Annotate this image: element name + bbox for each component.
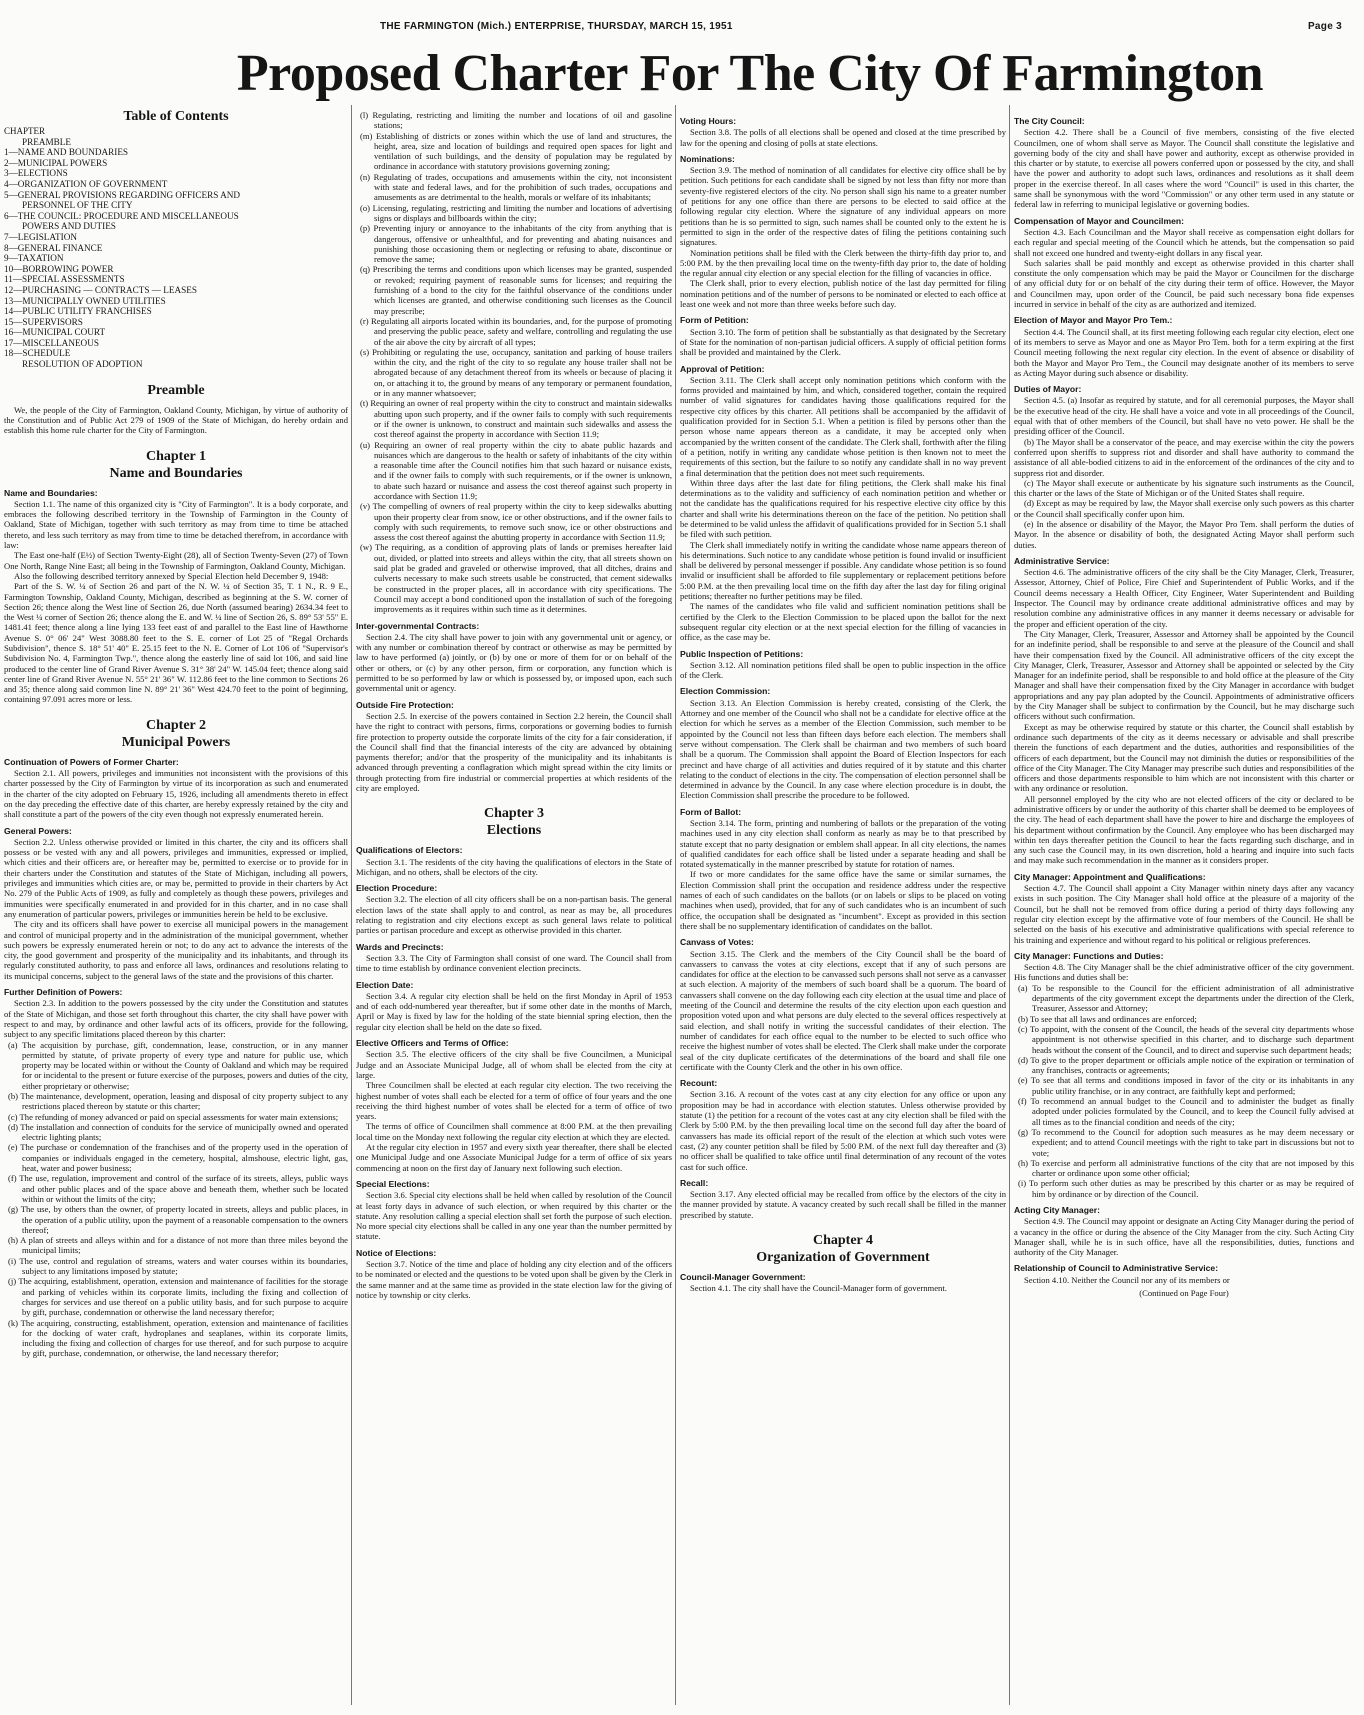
list-item: (c) The refunding of money advanced or paid on special assessments for water main extensions; xyxy=(8,1111,339,1122)
paragraph: Section 2.3. In addition to the powers possessed by the city under the Constitution and statutes of the State of Michigan, and those set forth throughout this charter, the city shall have power with respect to and may, by ordinance and other lawful acts of its officers, provide for the following, subject to any specific limitations placed thereon by this charter: xyxy=(4,998,348,1040)
paragraph: Section 3.5. The elective officers of the city shall be five Councilmen, a Municipal Judge and an Associate Municipal Judge, all of whom shall be elected from the city at large. xyxy=(356,1049,672,1080)
paragraph: Also the following described territory annexed by Special Election held December 9, 1948: xyxy=(14,570,329,581)
paragraph: Section 4.9. The Council may appoint or designate an Acting City Manager during the period of a vacancy in the office or during the absence of the City Manager from the city. Such Acting City Manager shall, while he is in such office, have all the responsibilities, duties, functions and authority of the City Manager. xyxy=(1014,1216,1354,1258)
paragraph: The City Manager, Clerk, Treasurer, Assessor and Attorney shall be appointed by the Council for an indefinite period, shall be responsible to and serve at the pleasure of the Council and shall have their compensation fixed by the Council. All administrative officers of the city except the City Manager, Clerk, Treasurer, Assessor and Attorney shall be appointed or selected by the City Manager for an indefinite period, shall be responsible to and hold office at the pleasure of the City Manager and shall have their compensation fixed by the City Manager in accordance with budget appropriations and any pay plan adopted by the Council. Appointments of administrative officers by the City Manager shall be subject to confirmation by the Council, but he may discharge such officers without such confirmation. xyxy=(1014,628,1354,722)
list-item: (h) A plan of streets and alleys within and for a distance of not more than three miles beyond the municipal limits; xyxy=(8,1235,348,1256)
toc-item: PERSONNEL OF THE CITY xyxy=(22,200,133,211)
paragraph: Section 3.13. An Election Commission is hereby created, consisting of the Clerk, the Attorney and one member of the Council who shall not be a candidate for elective office at the election for which he serves as a member of the Election Commission, such member to be appointed by the Council not less than fifteen days before each election. The members shall serve without compensation. The Clerk shall be chairman and two members of such board shall be a quorum. The Commission shall appoint the Board of Election Inspectors for each precinct and have charge of all activities and duties required of it by statute and this charter relating to the conduct of elections in the city. The compensation of election personnel shall be determined in advance by the Council. In any case where election procedure is in doubt, the Election Commission shall prescribe the procedure to be followed. xyxy=(680,697,1006,801)
toc-item: 9—TAXATION xyxy=(4,253,64,264)
powers-list xyxy=(4,1040,348,1359)
list-item: (w) The requiring, as a condition of approving plats of lands or premises hereafter laid out, divided, or platted into streets and alleys within the city, that all streets shown on said plat be graded and graveled or otherwise improved, that all ditches, drains and culverts necessary to make such streets usable be constructed, that cement sidewalks be constructed in the proper places, all in accordance with city specifications. The Council may accept a bond conditioned upon the installation of such of the foregoing improvements as it requires within such time as it determines. xyxy=(360,542,672,615)
folio-line xyxy=(150,18,1342,34)
paragraph: The terms of office of Councilmen shall commence at 8:00 P.M. at the then prevailing local time on the Monday next following the regular city election at which they are elected. xyxy=(356,1121,672,1142)
toc-preamble: PREAMBLE xyxy=(22,136,72,147)
list-item: (o) Licensing, regulating, restricting and limiting the number and locations of advertising signs or displays and billboards within the city; xyxy=(360,202,672,223)
list-item: (a) To be responsible to the Council for the efficient administration of all administrative departments of the city government except the departments under the direction of the Clerk, Treasurer, Assessor and Attorney; xyxy=(1018,982,1354,1014)
section-heading: Inter-governmental Contracts: xyxy=(356,620,480,631)
section-heading: Election Date: xyxy=(356,979,414,990)
toc-title: Table of Contents xyxy=(123,110,229,124)
list-item: (e) To see that all terms and conditions imposed in favor of the city or its inhabitants in any public utility franchise, or in any contract, are faithfully kept and performed; xyxy=(1018,1075,1354,1096)
toc-item: 5—GENERAL PROVISIONS REGARDING OFFICERS AND xyxy=(4,189,241,200)
manager-duties-list xyxy=(1014,983,1354,1199)
section-heading: Name and Boundaries: xyxy=(4,487,98,498)
toc-item: RESOLUTION OF ADOPTION xyxy=(22,359,143,370)
paragraph: Section 3.2. The election of all city officers shall be on a non-partisan basis. The general election laws of the state shall apply to and control, as near as may be, all procedures relating to registration and city elections except as such general laws relate to political parties or partisan procedure and except as otherwise provided in this charter. xyxy=(356,894,672,936)
list-item: (u) Requiring an owner of real property within the city to abate public hazards and nuisances which are dangerous to the health or safety of inhabitants of the city within a reasonable time after the Council notifies him that such hazard or nuisance exists, and if the owner fails to comply with such requirements, or if the owner is unknown, to abate such hazard or nuisance and assess the cost thereof against such property in accordance with Section 11.9; xyxy=(360,439,672,501)
chapter-number: Chapter 3 xyxy=(483,806,545,822)
section-heading: Election of Mayor and Mayor Pro Tem.: xyxy=(1014,315,1173,326)
toc-item: 10—BORROWING POWER xyxy=(4,263,114,274)
paragraph: Section 3.16. A recount of the votes cast at any city election for any office or upon any proposition may be had in accordance with election statutes. Unless otherwise provided by statute (1) the petition for a recount of the votes cast at any city election shall be filed with the Clerk by 5:00 P.M. by the then prevailing local time on the second full day after the board of canvassers has made its official report of the result of the election at which such votes were cast, (2) any counter petition shall be filed by 5:00 P.M. of the next full day thereafter and (3) no officer shall be qualified to take office until final determination of any recount of the votes cast for such office. xyxy=(680,1089,1006,1172)
paragraph: The names of the candidates who file valid and sufficient nomination petitions shall be certified by the Clerk to the Election Commission to be placed upon the ballot for the next subsequent regular city election or at the next special election for the filling of vacancies in office, as the case may be. xyxy=(680,601,1006,643)
list-item: (i) To perform such other duties as may be prescribed by this charter or as may be required of him by ordinance or by direction of the Council. xyxy=(1018,1178,1354,1199)
toc-item: 14—PUBLIC UTILITY FRANCHISES xyxy=(4,306,152,317)
toc-item: 2—MUNICIPAL POWERS xyxy=(4,157,108,168)
section-heading: Form of Petition: xyxy=(680,315,749,326)
section-heading: Administrative Service: xyxy=(1014,555,1110,566)
paragraph: The Clerk shall immediately notify in writing the candidate whose name appears thereon of his determinations. Such notice to any candidate whose petition is found invalid or insufficient shall be delivered by personal messenger if possible. Any candidate whose petition is so found invalid or insufficient shall be afforded to file supplementary or replacement petitions before 5:00 P.M. at the then prevailing local time on the fifth day after the last day for filing original petitions; thereafter no further petitions may be filed. xyxy=(680,539,1006,602)
section-heading: Duties of Mayor: xyxy=(1014,384,1082,395)
chapter-number: Chapter 1 xyxy=(145,448,207,464)
preamble-text: We, the people of the City of Farmington, Oakland County, Michigan, by virtue of authority of the Constitution and of Public Act 279 of 1909 of the State of Michigan, do hereby ordain and establish this home rule charter for the City of Farmington. xyxy=(4,404,348,436)
list-item: (g) To recommend to the Council for adoption such measures as he may deem necessary or expedient; and to attend Council meetings with the right to take part in discussions but not to vote; xyxy=(1018,1126,1354,1158)
section-heading: Approval of Petition: xyxy=(680,363,765,374)
list-item: (m) Establishing of districts or zones within which the use of land and structures, the height, area, size and location of buildings and required open spaces for light and ventilation of such buildings, and the density of population may be regulated by ordinance in accordance with statutory provisions governing zoning; xyxy=(360,130,672,172)
list-item: (d) To give to the proper department or officials ample notice of the expiration or termination of any franchises, contracts or agreements; xyxy=(1018,1054,1354,1076)
paragraph: Section 2.4. The city shall have power to join with any governmental unit or agency, or with any number or combination thereof by contract or otherwise as may be permitted by law to have performed (a) jointly, or (b) by one or more of them for or on behalf of the other or others, or (c) by any other person, firm or corporation, any function which is permitted to be so performed by law or which is possessed by, or imposed upon, each such governmental unit or agency. xyxy=(356,631,672,694)
toc-item: 8—GENERAL FINANCE xyxy=(4,242,103,253)
toc-item: 6—THE COUNCIL: PROCEDURE AND MISCELLANEOUS xyxy=(4,210,239,221)
paragraph: The Clerk shall, prior to every election, publish notice of the last day permitted for filing nomination petitions and of the number of persons to be nominated or elected to each office at least one week and not more than three weeks before such day. xyxy=(680,278,1006,310)
paragraph: Section 4.10. Neither the Council nor any of its members or xyxy=(1024,1274,1230,1285)
list-item: (c) To appoint, with the consent of the Council, the heads of the several city departments whose appointment is not otherwise specified in this charter, and to discharge such department heads without the consent of the Council, and to direct and supervise such department heads; xyxy=(1018,1023,1354,1055)
list-item: (a) The acquisition by purchase, gift, condemnation, lease, construction, or in any manner permitted by statute, of private property of every type and nature for public use, which property may be located within or without the County of Oakland and which may be required for or incidental to the present or future exercise of the purposes, powers and duties of the city, either proprietary or otherwise; xyxy=(8,1039,348,1091)
section-heading: Canvass of Votes: xyxy=(680,937,754,948)
paragraph: Section 4.4. The Council shall, at its first meeting following each regular city election, elect one of its members to serve as Mayor and one as Mayor Pro Tem. both for a term expiring at the first Council meeting following the next regular city election. In the event of absence or disability of both the Mayor and Mayor Pro Tem., the Council may designate another of its members to serve as Acting Mayor during such absence or disability. xyxy=(1014,326,1354,378)
paragraph: At the regular city election in 1957 and every sixth year thereafter, there shall be elected one Municipal Judge and one Associate Municipal Judge for a term of office of six years commencing at noon on the first day of January next following such election. xyxy=(356,1142,672,1173)
toc-item: 3—ELECTIONS xyxy=(4,168,68,179)
toc-item: 1—NAME AND BOUNDARIES xyxy=(4,147,129,158)
chapter-title: Organization of Government xyxy=(756,1249,930,1265)
toc-item: 7—LEGISLATION xyxy=(4,231,77,242)
toc-list xyxy=(4,147,348,369)
section-heading: Nominations: xyxy=(680,153,735,164)
list-item: (g) The use, by others than the owner, of property located in streets, alleys and public places, in the operation of a public utility, upon the payment of a reasonable compensation to the owners thereof; xyxy=(8,1204,348,1235)
paragraph: The city and its officers shall have power to exercise all municipal powers in the management and control of municipal property and in the administration of the municipal government, whether such powers be expressly enumerated herein or not; to do any act to advance the interests of the city, the good government and prosperity of the municipality and its inhabitants, and through its regularly constituted authority, to pass and enforce all laws, ordinances and resolutions relating to its municipal concerns, subject to the general laws of the state and the provisions of this charter. xyxy=(4,919,348,981)
powers-list xyxy=(356,110,672,615)
paragraph: (d) Except as may be required by law, the Mayor shall exercise only such powers as this charter or the Council shall specifically confer upon him. xyxy=(1014,498,1354,519)
list-item: (k) The acquiring, constructing, establishment, operation, extension and maintenance of facilities for the docking of water craft, hydroplanes and seaplanes, within its corporate limits, including the fixing and collection of charges for use thereof, and for such purpose to acquire by gift, purchase, condemnation, or otherwise, the land necessary therefor; xyxy=(8,1317,348,1359)
section-heading: Qualifications of Electors: xyxy=(356,845,463,856)
section-heading: Election Procedure: xyxy=(356,883,438,894)
paragraph: Within three days after the last date for filing petitions, the Clerk shall make his final determinations as to the validity and sufficiency of each nomination petition and whether or not the candidate has the qualifications required for his respective elective city office by this charter and shall write his determinations thereon on the face of the petition. No petition shall be determined to be valid unless the affidavit of qualifications provided for in Section 5.1 shall be filed with such petition. xyxy=(680,477,1006,540)
list-item: (h) To exercise and perform all administrative functions of the city that are not imposed by this charter or ordinance upon some other official; xyxy=(1018,1157,1354,1179)
paragraph: Section 3.10. The form of petition shall be substantially as that designated by the Secretary of State for the nomination of non-partisan judicial officers. A supply of official petition forms shall be provided and maintained by the Clerk. xyxy=(680,326,1006,358)
list-item: (f) The use, regulation, improvement and control of the surface of its streets, alleys, public ways and other public places and of the space above and beneath them, whether such be located within or without the limits of the city; xyxy=(8,1173,348,1204)
paragraph: (b) The Mayor shall be a conservator of the peace, and may exercise within the city the powers conferred upon sheriffs to suppress riot and disorder and shall have authority to command the assistance of all able-bodied citizens to aid in the enforcement of the ordinances of the city and to suppress riot and disorder. xyxy=(1014,436,1354,478)
paragraph: Three Councilmen shall be elected at each regular city election. The two receiving the highest number of votes shall each be elected for a term of office of four years and the one receiving the third highest number of votes shall be elected for a term of office of two years. xyxy=(356,1080,672,1122)
section-heading: Wards and Precincts: xyxy=(356,941,444,952)
toc-item: 4—ORGANIZATION OF GOVERNMENT xyxy=(4,178,168,189)
list-item: (r) Regulating all airports located within its boundaries, and, for the purpose of promoting and preserving the public peace, safety and welfare, controlling and regulating the use of the air above the city by aircraft of all types; xyxy=(360,315,672,347)
list-item: (b) To see that all laws and ordinances are enforced; xyxy=(1018,1013,1197,1024)
toc-item: 16—MUNICIPAL COURT xyxy=(4,327,106,338)
list-item: (q) Prescribing the terms and conditions upon which licenses may be granted, suspended or revoked; requiring payment of reasonable sums for licenses; and requiring the furnishing of a bond to the city for the faithful observance of the conditions under which licenses are granted, and otherwise conditioning such licenses as the Council may prescribe; xyxy=(360,264,672,316)
section-heading: The City Council: xyxy=(1014,116,1085,126)
list-item: (n) Regulating of trades, occupations and amusements within the city, not inconsistent with state and federal laws, and for the prohibition of such trades, occupations and amusements as are detrimental to the health, morals or welfare of its inhabitants; xyxy=(360,171,672,203)
section-heading: Relationship of Council to Administrative Service: xyxy=(1014,1263,1219,1274)
section-heading: Election Commission: xyxy=(680,686,771,697)
column-1 xyxy=(4,110,348,1710)
paragraph: Section 3.11. The Clerk shall accept only nomination petitions which conform with the forms provided and maintained by him, and which, considered together, contain the required number of valid signatures for candidates having those qualifications required for the respective city offices by this charter. All petitions shall be accompanied by the affidavit of qualification provided for in Section 5.1. When a petition is filed by persons other than the person whose name appears thereon as a candidate, it may be accepted only when accompanied by the written consent of the candidate. The Clerk shall, forthwith after the filing of a petition, notify in writing any candidate whose petition is then known not to meet the requirements of this section, but the failure to so notify any candidate shall in no way prevent a final determination that the petition does not meet such requirements. xyxy=(680,374,1006,478)
column-4 xyxy=(1014,110,1354,1710)
paragraph: Section 2.2. Unless otherwise provided or limited in this charter, the city and its officers shall possess or be vested with any and all powers, privileges and immunities, expressed or implied, which cities and their officers are, or hereafter may be, permitted to exercise or to provide for in their charters under the Constitution and statutes of the State of Michigan, including all powers, privileges and immunities which cities are, or may be, permitted to provide in their charters by Act No. 279 of the Public Acts of 1909, as fully and completely as though these powers, privileges and immunities were specifically enumerated in and provided for in this charter, and in no case shall any enumeration of particular powers, privileges or immunities herein be held to be exclusive. xyxy=(4,836,348,919)
section-heading: Form of Ballot: xyxy=(680,806,742,817)
paragraph: Section 3.12. All nomination petitions filed shall be open to public inspection in the office of the Clerk. xyxy=(680,659,1006,681)
list-item: (p) Preventing injury or annoyance to the inhabitants of the city from anything that is dangerous, offensive or unhealthful, and for preventing and abating nuisances and punishing those occasioning them or neglecting or refusing to abate, discontinue or remove the same; xyxy=(360,223,672,265)
list-item: (e) The purchase or condemnation of the franchises and of the property used in the operation of companies or individuals engaged in the cemetery, hospital, almshouse, electric light, gas, heat, water and power business; xyxy=(8,1142,348,1174)
paragraph: Section 1.1. The name of this organized city is "City of Farmington". It is a body corporate, and embraces the following described territory in the Township of Farmington in the County of Oakland, State of Michigan, together with such territory as may from time to time be attached thereto, and less such territory as may from time to time be detached therefrom, in accordance with law: xyxy=(4,498,348,551)
chapter-heading xyxy=(356,805,672,839)
section-heading: City Manager: Appointment and Qualifications: xyxy=(1014,871,1206,882)
headline: Proposed Charter For The City Of Farmington xyxy=(236,45,1264,102)
list-item: (d) The installation and connection of conduits for the service of municipally owned and operated electric lighting plants; xyxy=(8,1121,348,1143)
section-heading: Acting City Manager: xyxy=(1014,1204,1100,1215)
paragraph: Section 3.7. Notice of the time and place of holding any city election and of the officers to be nominated or elected and the questions to be voted upon shall be given by the Clerk in the same manner and at the same time as provided in the state election law for the giving of notice by township or city clerks. xyxy=(356,1258,672,1300)
chapter-heading xyxy=(4,717,348,751)
paragraph: Section 4.8. The City Manager shall be the chief administrative officer of the city government. His functions and duties shall be: xyxy=(1014,962,1354,983)
paragraph: Section 3.9. The method of nomination of all candidates for elective city office shall be by petition. Such petitions for each candidate shall be signed by not less than fifty nor more than seventy-five registered electors of the city. No person shall sign his name to a greater number of petitions for any one office than there are persons to be elected to said office at the following regular city election. Where the signature of any individual appears on more petitions than he is so permitted to sign, such names shall be counted only to the extent he is permitted to sign in the order of the respective dates of filing the petitions containing such signatures. xyxy=(680,165,1006,248)
section-heading: Council-Manager Government: xyxy=(680,1271,806,1282)
paragraph: (c) The Mayor shall execute or authenticate by his signature such instruments as the Council, this charter or the laws of the State of Michigan or of the United States shall require. xyxy=(1014,477,1354,499)
paragraph: Section 4.6. The administrative officers of the city shall be the City Manager, Clerk, Treasurer, Assessor, Attorney, Chief of Police, Fire Chief and Superintendent of Public Works, and if the Council deems necessary a Health Officer, City Engineer, Water Superintendent and Building Inspector. The Council may by ordinance create additional administrative offices and may by resolution combine any administrative offices in any manner it deems necessary or advisable for the proper and efficient operation of the city. xyxy=(1014,567,1354,629)
toc-item: 13—MUNICIPALLY OWNED UTILITIES xyxy=(4,295,166,306)
section-heading: City Manager: Functions and Duties: xyxy=(1014,950,1164,961)
paragraph: Section 3.17. Any elected official may be recalled from office by the electors of the city in the manner provided by statute. A vacancy created by such recall shall be filled in the manner prescribed by statute. xyxy=(680,1189,1006,1220)
toc-item: POWERS AND DUTIES xyxy=(22,221,116,232)
chapter-number: Chapter 2 xyxy=(145,717,207,733)
section-heading: Public Inspection of Petitions: xyxy=(680,648,804,659)
paragraph: Section 2.5. In exercise of the powers contained in Section 2.2 herein, the Council shall have the right to contract with persons, firms, corporations or governing bodies to furnish fire protection to property outside the corporate limits of the city for a fair consideration, if the Council shall find that the financial interests of the city are advanced by obtaining payments therefor; and/or that the prosperity of the municipality and its inhabitants is advanced through preventing a conflagration which might spread within the city limits or through protecting from fire industrial or commercial properties at which residents of the city are employed. xyxy=(356,710,672,793)
toc-chapter-label: CHAPTER xyxy=(4,126,46,137)
page-number: Page 3 xyxy=(1307,21,1342,32)
paragraph: Section 4.5. (a) Insofar as required by statute, and for all ceremonial purposes, the Mayor shall be the executive head of the city. He shall have a voice and vote in all proceedings of the Council, equal with that of other members of the Council, but shall have no veto power. He shall be the presiding officer of the Council. xyxy=(1014,395,1354,437)
paragraph: All personnel employed by the city who are not elected officers of the city or declared to be administrative officers by or under the authority of this charter shall be deemed to be employees of the city. The head of each department shall have the power to hire and discharge the employees of his department without confirmation by the Council. Any employee who has been discharged may within ten days thereafter petition the Council to hear the facts regarding such discharge, and in any such case the Council may, in its own discretion, hold a hearing and inquire into such facts and may make such recommendation in the manner as it considers proper. xyxy=(1014,793,1354,866)
toc-item: 15—SUPERVISORS xyxy=(4,316,83,327)
list-item: (f) To recommend an annual budget to the Council and to administer the budget as finally adopted under policies formulated by the Council, and to keep the Council fully advised at all times as to the financial condition and needs of the city; xyxy=(1018,1096,1354,1127)
list-item: (j) The acquiring, establishment, operation, extension and maintenance of facilities for the storage and parking of vehicles within its corporate limits, including the fixing and collection of charges for services and use thereof on a public utility basis, and for such purpose to acquire by gift, purchase, condemnation or otherwise the land necessary therefor; xyxy=(8,1276,348,1318)
chapter-heading xyxy=(4,448,348,482)
list-item: (v) The compelling of owners of real property within the city to keep sidewalks abutting upon their property clear from snow, ice or other obstructions, and if the owner fails to comply with such requirements, to remove such snow, ice or other obstructions and assess the cost thereof against the abutting property in accordance with Section 11.9; xyxy=(360,501,672,543)
paragraph: Section 3.4. A regular city election shall be held on the first Monday in April of 1953 and of each odd-numbered year thereafter, but if some other date in the months of March, April or May is fixed by law for the holding of the state biennial spring election, then the regular city election shall be held on the date so fixed. xyxy=(356,990,672,1032)
section-heading: General Powers: xyxy=(4,825,72,836)
toc-item: 12—PURCHASING — CONTRACTS — LEASES xyxy=(4,284,197,295)
list-item: (b) The maintenance, development, operation, leasing and disposal of city property subject to any restrictions placed thereon by statute or this charter; xyxy=(8,1090,348,1112)
section-heading: Recount: xyxy=(680,1078,718,1089)
paragraph: Section 3.1. The residents of the city having the qualifications of electors in the State of Michigan, and no others, shall be electors of the city. xyxy=(356,856,672,877)
paragraph: Section 3.6. Special city elections shall be held when called by resolution of the Council at least forty days in advance of such election, or when required by this charter or the statute. Any resolution calling a special election shall set forth the purpose of such election. No more special city elections shall be called in any one year than the number permitted by statute. xyxy=(356,1190,672,1242)
paragraph: (e) In the absence or disability of the Mayor, the Mayor Pro Tem. shall perform the duties of Mayor. In the absence or disability of both, the designated Acting Mayor shall perform such duties. xyxy=(1014,518,1354,550)
paragraph: Section 3.8. The polls of all elections shall be opened and closed at the time prescribed by law for the opening and closing of polls at state elections. xyxy=(680,127,1006,148)
toc-item: 17—MISCELLANEOUS xyxy=(4,337,99,348)
column-3 xyxy=(680,110,1006,1710)
list-item: (i) The use, control and regulation of streams, waters and water courses within its boundaries, subject to any limitations imposed by statute; xyxy=(8,1255,348,1277)
columns xyxy=(0,110,1364,1710)
paragraph: Part of the S. W. ¼ of Section 26 and part of the N. W. ¼ of Section 35, T. 1 N., R. 9 E., Farmington Township, Oakland County, Michigan, described as beginning at the S. W. corner of Section 26; thence along the West line of Section 26, due North (assumed bearing) 2634.34 feet to the West ¼ corner of Section 26; thence along the E. and W. ¼ line of Section 26, S. 89° 53' 55" E. 1481.41 feet; thence along a line lying 133 feet east of and parallel to the East line of Hawthorne Avenue S. 0° 06' 24" West 3088.80 feet to the S. E. corner of Lot 25 of "Regal Orchards Subdivision", thence S. 18° 51' 40" E. 25.15 feet to the N. E. Corner of Lot 106 of "Supervisor's Subdivision No. 4, Farmington Twp.", thence along the easterly line of said lot 106, and said line produced to the center line of Grand River Avenue S. 31° 38' 24" W. 145.04 feet; thence along said center line of Grand River Avenue N. 55° 21' 36" W. 112.86 feet to the line common to Sections 26 and 35; thence along said common line N. 89° 21' 36" West 424.70 feet to the point of beginning, containing 97.091 acres more or less. xyxy=(4,581,348,705)
section-heading: Special Elections: xyxy=(356,1178,430,1189)
paragraph: Except as may be otherwise required by statute or this charter, the Council shall establish by ordinance such departments of the city as it deems necessary or advisable and shall prescribe therein the functions of each department and the duties, authorities and responsibilities of the officers of each department, but the Council may not diminish the duties or responsibilities of the office of the City Manager. The City Manager may prescribe such duties and responsibilities of the officers and those departments responsible to him which are not inconsistent with this charter or with any ordinance or resolution. xyxy=(1014,721,1354,794)
section-heading: Recall: xyxy=(680,1177,709,1188)
paragraph: Such salaries shall be paid monthly and except as otherwise provided in this charter shall constitute the only compensation which may be paid the Mayor or Councilmen for the discharge of any official duty for or on behalf of the city during their term of office. However, the Mayor and Councilmen may, upon order of the Council, be paid such necessary bona fide expenses incurred in service in behalf of the city as are authorized and itemized. xyxy=(1014,257,1354,310)
paragraph: The East one-half (E½) of Section Twenty-Eight (28), all of Section Twenty-Seven (27) of Town One North, Range Nine East; all being in the Township of Farmington, Oakland County, Michigan. xyxy=(4,550,348,571)
paragraph: Section 3.14. The form, printing and numbering of ballots or the preparation of the voting machines used in any city election shall conform as nearly as may be to that prescribed by statute except that no party designation or emblem shall appear. In all city elections, the names of qualified candidates for each office shall be listed under a separate heading and shall be rotated systematically in the manner prescribed by statute for rotation of names. xyxy=(680,818,1006,870)
section-heading: Further Definition of Powers: xyxy=(4,987,123,998)
section-heading: Outside Fire Protection: xyxy=(356,699,454,710)
toc-item: 11—SPECIAL ASSESSMENTS xyxy=(4,274,125,285)
section-heading: Continuation of Powers of Former Charter: xyxy=(4,756,179,767)
chapter-title: Elections xyxy=(486,823,542,839)
list-item: (l) Regulating, restricting and limiting the number and locations of oil and gasoline stations; xyxy=(360,110,672,131)
paragraph: Section 4.7. The Council shall appoint a City Manager within ninety days after any vacancy exists in such position. The City Manager shall hold office at the pleasure of a majority of the Council, but he shall not be removed from office during a period of thirty days following any regular city election except by the affirmative vote of four members of the Council. He shall be selected on the basis of his executive and administrative qualifications with special reference to his training and experience and without regard to his political or religious preferences. xyxy=(1014,883,1354,945)
paragraph: Section 3.15. The Clerk and the members of the City Council shall be the board of canvassers to canvass the votes at city elections, except that if any of such persons are candidates for office at the election to be canvassed such persons shall not serve as a canvasser at such election. A majority of the members of such board shall be a quorum. The board of canvassers shall convene on the day following each city election at the usual time and place of meeting of the Council and determine the results of the city election upon each question and proposition voted upon and what persons are duly elected to the several offices respectively at said election, and shall notify in writing the successful candidates of their election. The number of candidates for each office equal to the number to be elected to such office who receive the highest number of votes shall be elected. The Clerk shall make under the corporate seal of the city duplicate certificates of the determinations of the board and shall file one certificate with the County Clerk and the other in his own office. xyxy=(680,948,1006,1072)
section-heading: Compensation of Mayor and Councilmen: xyxy=(1014,215,1184,226)
paragraph: Nomination petitions shall be filed with the Clerk between the thirty-fifth day prior to, and 5:00 P.M. by the then prevailing local time on the twenty-fifth day prior to, the date of holding the regular annual city election or any special election for the filling of vacancies in office. xyxy=(680,247,1006,279)
chapter-number: Chapter 4 xyxy=(812,1232,874,1248)
list-item: (t) Requiring an owner of real property within the city to construct and maintain sidewalks abutting upon such property, and if the owner fails to comply with such requirements or if the owner is unknown, to construct and maintain such sidewalks and assess the cost thereof against the property in accordance with Section 11.9; xyxy=(360,398,672,440)
paragraph: Section 3.3. The City of Farmington shall consist of one ward. The Council shall from time to time establish by ordinance convenient election precincts. xyxy=(356,952,672,974)
section-heading: Elective Officers and Terms of Office: xyxy=(356,1038,509,1049)
paragraph: Section 4.1. The city shall have the Council-Manager form of government. xyxy=(690,1283,947,1294)
continued-note: (Continued on Page Four) xyxy=(1139,1288,1229,1299)
chapter-title: Municipal Powers xyxy=(121,734,231,750)
chapter-heading xyxy=(680,1232,1006,1266)
list-item: (s) Prohibiting or regulating the use, occupancy, sanitation and parking of house trailers within the city, and the right of the city to so regulate any house trailer shall not be abrogated because of any detachment thereof from its wheels or because of placing it on, or attaching it to, the ground by means of any temporary or permanent foundation, or in any manner whatsoever; xyxy=(360,346,672,399)
chapter-title: Name and Boundaries xyxy=(109,465,243,481)
paragraph: Section 2.1. All powers, privileges and immunities not inconsistent with the provisions of this charter possessed by the City of Farmington by virtue of its incorporation as such and enumerated in the charter of the city adopted on February 15, 1926, including all amendments thereto in effect on the day preceding the effective date of this charter, are hereby expressly retained by the city and shall constitute a part of the powers of the city even though not expressly enumerated herein. xyxy=(4,768,348,820)
toc-item: 18—SCHEDULE xyxy=(4,348,71,359)
paragraph: Section 4.2. There shall be a Council of five members, consisting of the five elected Councilmen, one of whom shall serve as Mayor. The Council shall constitute the legislative and governing body of the city and shall have power and authority, except as otherwise provided in this charter or by statute, to exercise all powers conferred upon or possessed by the city, and shall have the power and authority to adopt such laws, ordinances and resolutions as it shall deem proper in the exercise thereof. In all cases where the word "Council" is used in this charter, the same shall be synonymous with the word "Commission" or any other term used in any statute or federal law in referring to municipal legislative or governing bodies. xyxy=(1014,127,1354,210)
section-heading: Voting Hours: xyxy=(680,116,737,126)
paragraph: If two or more candidates for the same office have the same or similar surnames, the Election Commission shall print the occupation and residence address under the respective names of each of such candidates on the ballots (or on labels or slips to be placed on voting machines when used), provided, that for any of such candidates who is an incumbent of such office, the occupation shall be designated as "incumbent". Except as provided in this section there shall be no supplementary identification of candidates on the ballot. xyxy=(680,869,1006,931)
paragraph: Section 4.3. Each Councilman and the Mayor shall receive as compensation eight dollars for each regular and special meeting of the Council which he attends, but the compensation so paid shall not exceed one hundred and twenty-eight dollars in any fiscal year. xyxy=(1014,226,1354,258)
section-heading: Notice of Elections: xyxy=(356,1247,437,1258)
preamble-heading: Preamble xyxy=(147,382,205,398)
folio-header: THE FARMINGTON (Mich.) ENTERPRISE, THURSDAY, MARCH 15, 1951 xyxy=(380,21,733,32)
column-2 xyxy=(356,110,672,1710)
